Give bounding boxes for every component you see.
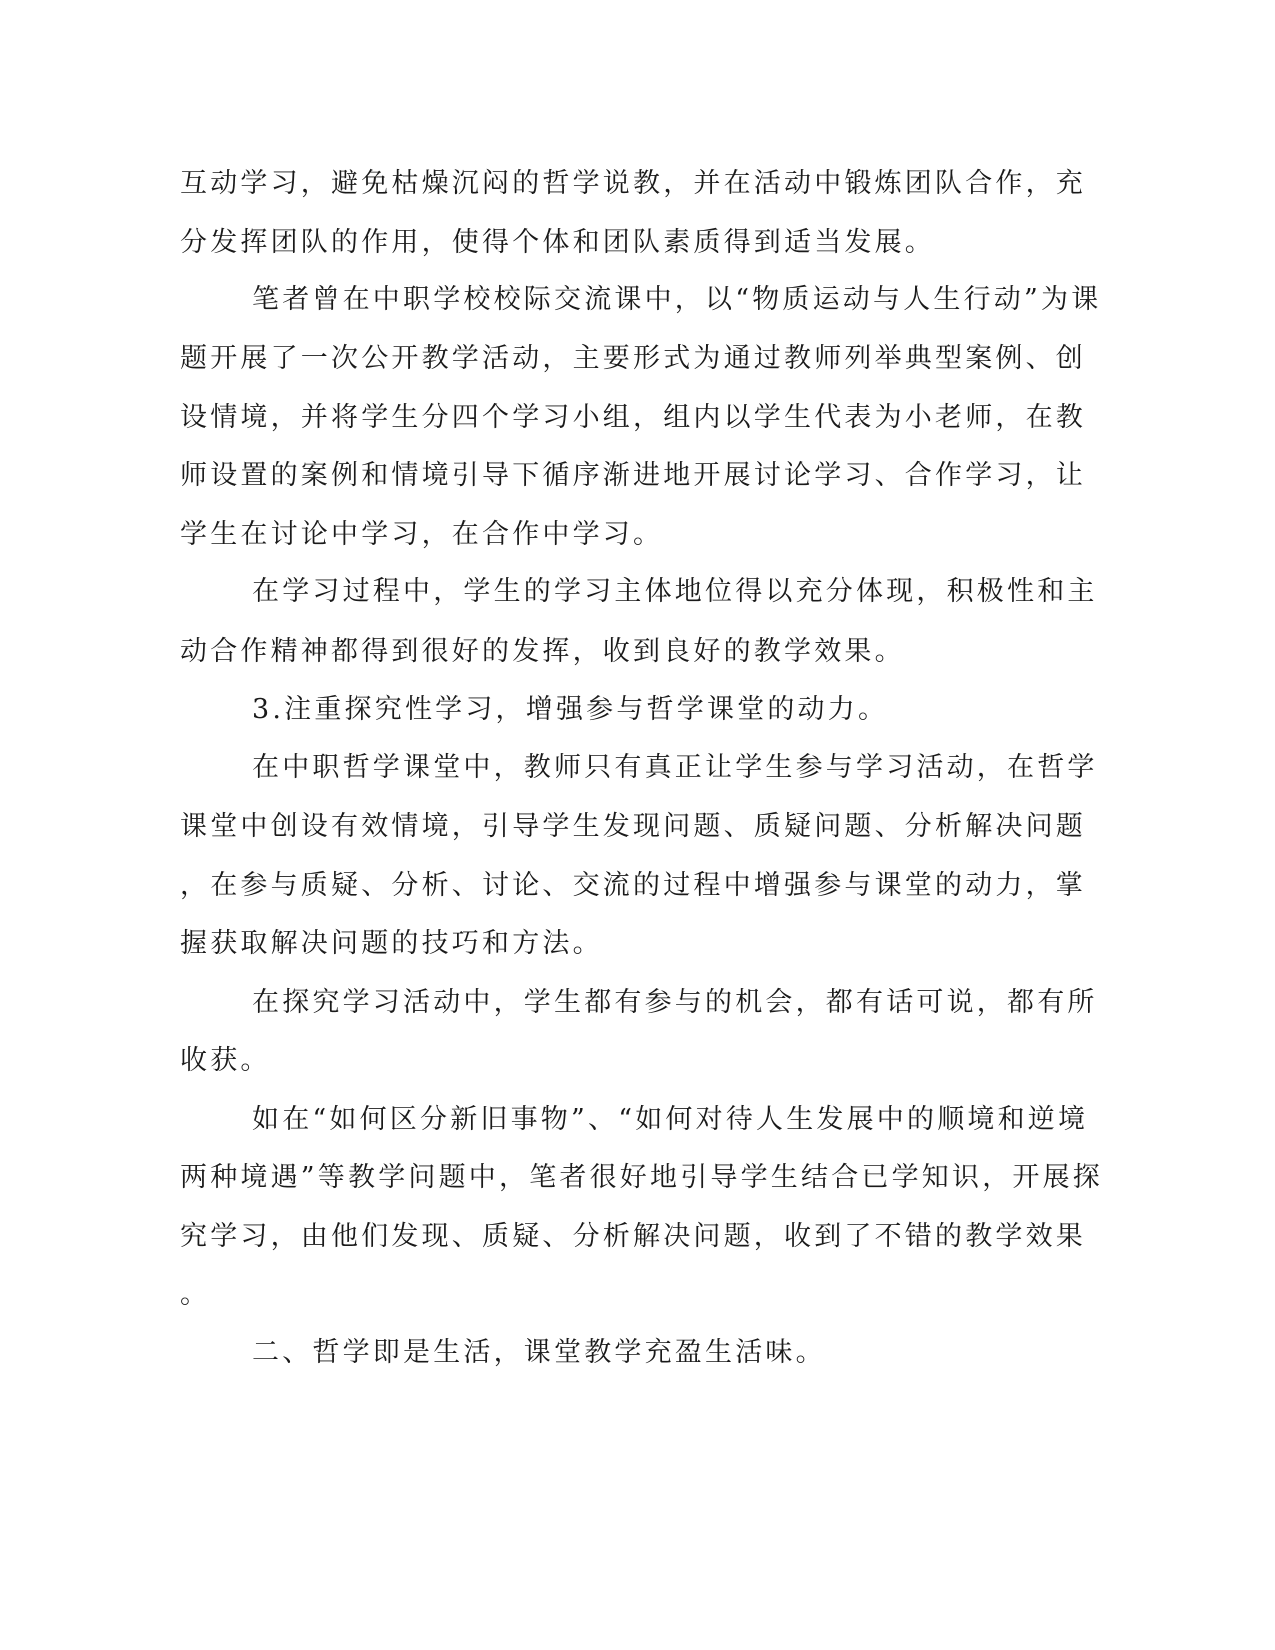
text-line: 互动学习，避免枯燥沉闷的哲学说教，并在活动中锻炼团队合作，充: [180, 168, 1086, 199]
text-line: 师设置的案例和情境引导下循序渐进地开展讨论学习、合作学习，让: [180, 460, 1086, 491]
text-line: 如在“如何区分新旧事物”、“如何对待人生发展中的顺境和逆境: [252, 1104, 1089, 1135]
text-line: 分发挥团队的作用，使得个体和团队素质得到适当发展。: [180, 227, 935, 258]
text-line: 在探究学习活动中，学生都有参与的机会，都有话可说，都有所: [252, 987, 1098, 1018]
text-line: 在中职哲学课堂中，教师只有真正让学生参与学习活动，在哲学: [252, 752, 1098, 783]
text-line: 学生在讨论中学习，在合作中学习。: [180, 519, 664, 550]
text-line: 笔者曾在中职学校校际交流课中，以“物质运动与人生行动”为课: [252, 284, 1102, 315]
text-line: 握获取解决问题的技巧和方法。: [180, 928, 603, 959]
text-line: 在学习过程中，学生的学习主体地位得以充分体现，积极性和主: [252, 576, 1098, 607]
text-line: 两种境遇”等教学问题中，笔者很好地引导学生结合已学知识，开展探: [180, 1162, 1104, 1193]
text-line: 题开展了一次公开教学活动，主要形式为通过教师列举典型案例、创: [180, 343, 1086, 374]
text-line: 究学习，由他们发现、质疑、分析解决问题，收到了不错的教学效果: [180, 1221, 1086, 1252]
text-line: ，在参与质疑、分析、讨论、交流的过程中增强参与课堂的动力，掌: [180, 870, 1086, 901]
text-line: 设情境，并将学生分四个学习小组，组内以学生代表为小老师，在教: [180, 402, 1086, 433]
section-heading: 二、哲学即是生活，课堂教学充盈生活味。: [252, 1337, 826, 1368]
text-line: 收获。: [180, 1045, 271, 1076]
text-line: 。: [180, 1279, 211, 1310]
section-heading: 3.注重探究性学习，增强参与哲学课堂的动力。: [252, 694, 889, 725]
text-line: 动合作精神都得到很好的发挥，收到良好的教学效果。: [180, 636, 905, 667]
text-line: 课堂中创设有效情境，引导学生发现问题、质疑问题、分析解决问题: [180, 811, 1086, 842]
